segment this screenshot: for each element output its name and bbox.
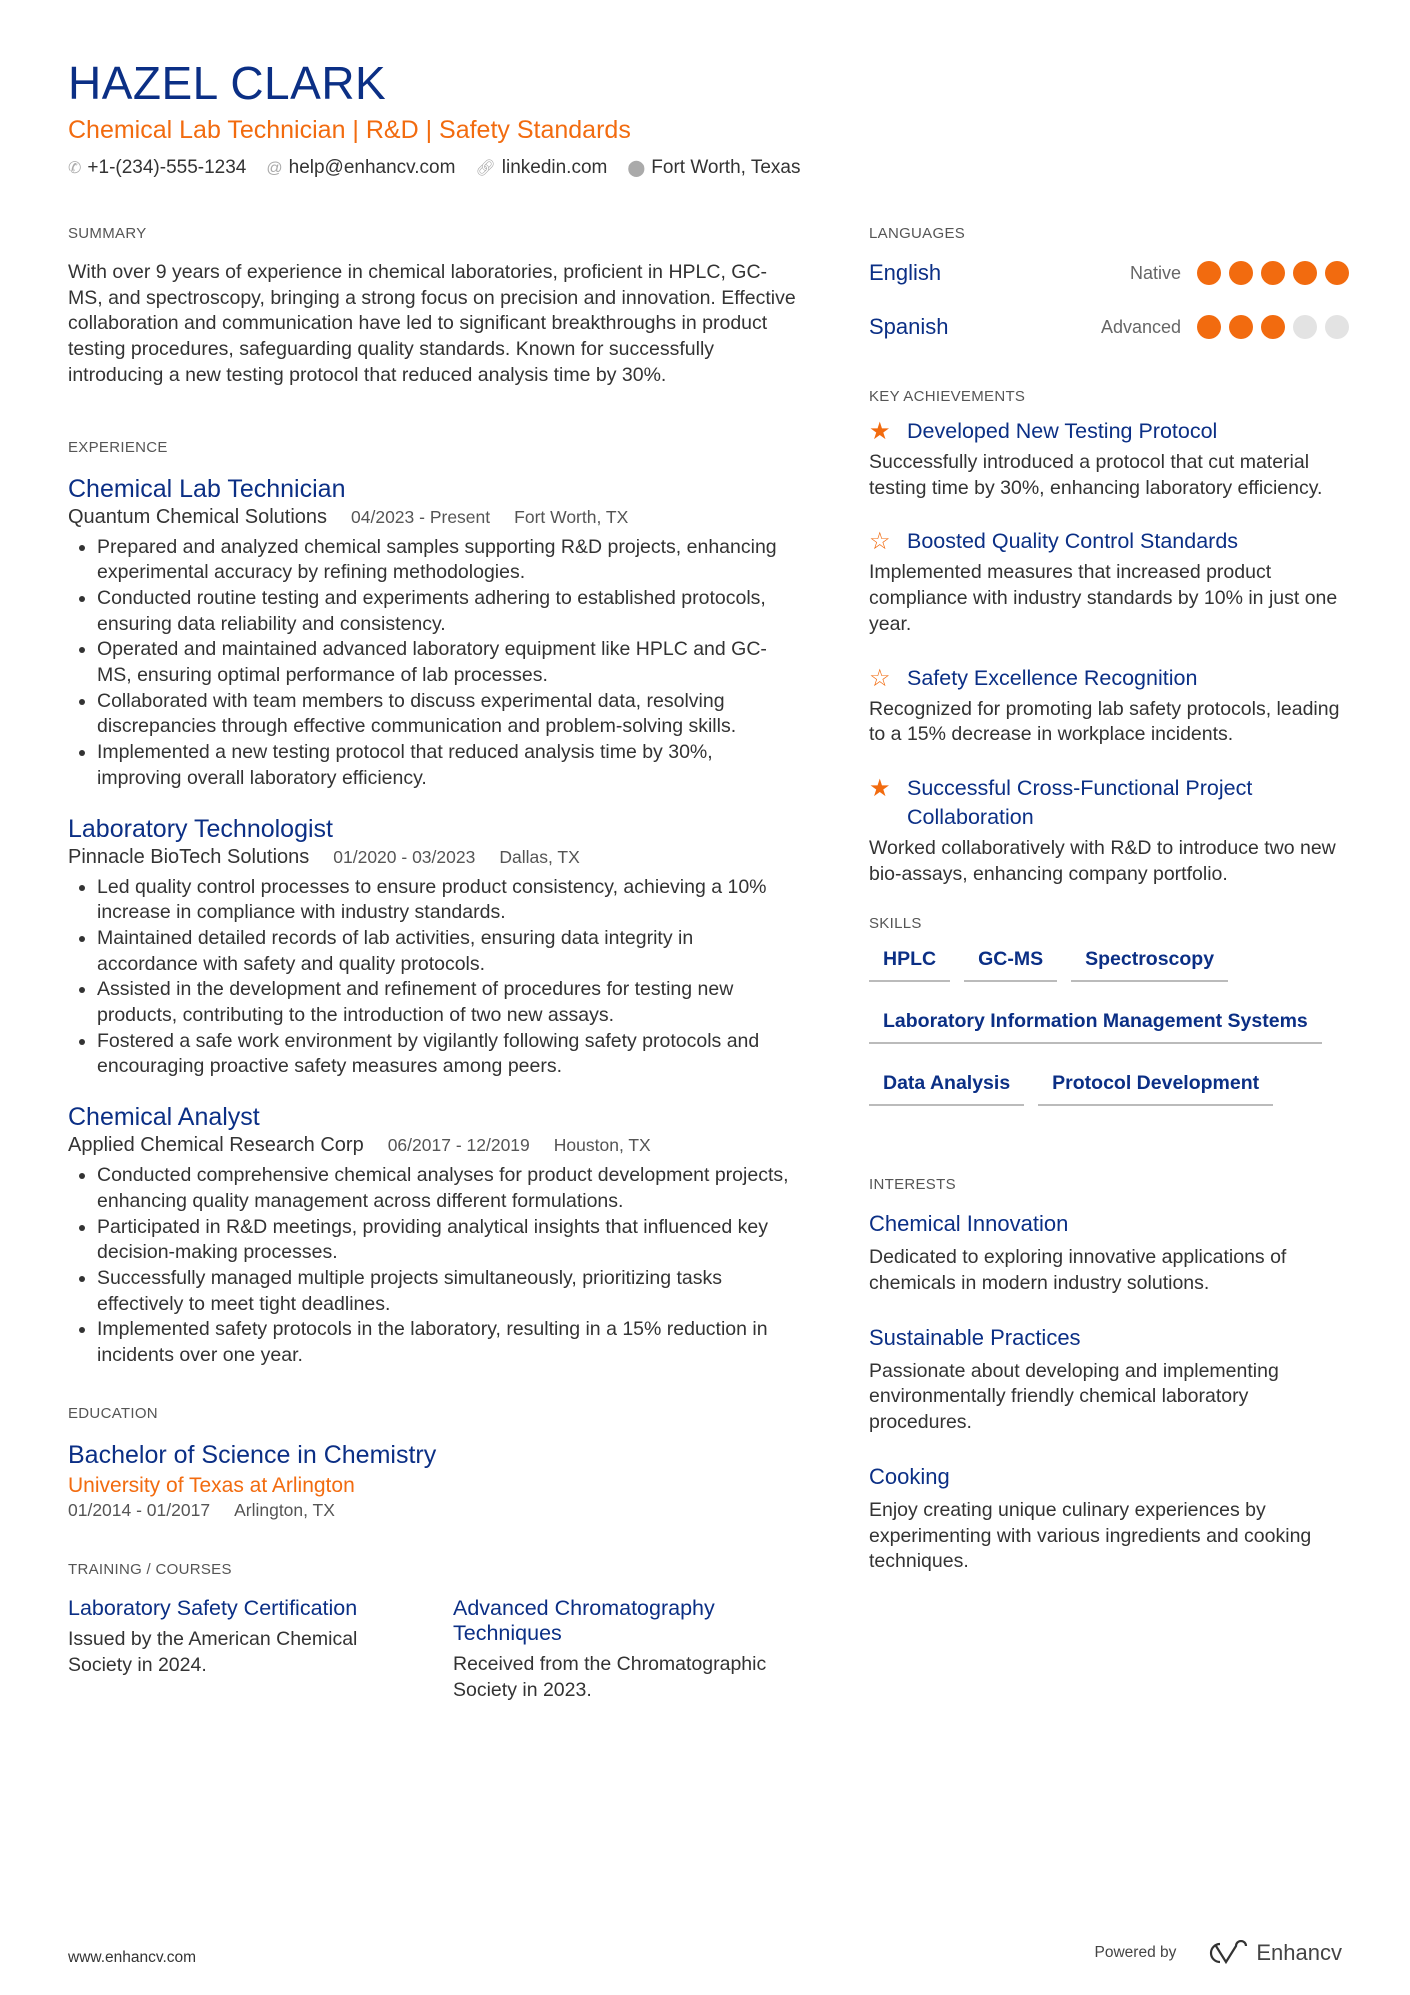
- job-bullet: • Prepared and analyzed chemical samples supporting R&D projects, enhancing experimental accuracy by refining methodologies.: [97, 535, 798, 586]
- contact-linkedin[interactable]: [475, 157, 607, 179]
- achievement-header: [869, 417, 1349, 446]
- skill-tag: GC-MS: [964, 936, 1057, 982]
- achievement-desc: Worked collaboratively with R&D to introduce two new bio-assays, enhancing company portfolio.: [869, 836, 1336, 885]
- language-name: English: [869, 260, 942, 285]
- email-text: help@enhancv.com: [288, 157, 456, 178]
- job-bullet: • Successfully managed multiple projects simultaneously, prioritizing tasks effectively to meet tight deadlines.: [97, 1266, 798, 1317]
- rating-dot-filled: [1229, 261, 1253, 285]
- job-dates: 06/2017 - 12/2019: [387, 1135, 530, 1156]
- education-location: Arlington, TX: [234, 1499, 335, 1520]
- right-column: [869, 225, 1349, 1603]
- skill-tag: HPLC: [869, 936, 950, 982]
- training-item: [453, 1596, 798, 1703]
- achievement-item: [869, 774, 1349, 887]
- job-location: Fort Worth, TX: [514, 506, 629, 527]
- rating-dot-empty: [1293, 315, 1317, 339]
- achievement-item: [869, 417, 1349, 501]
- footer-website[interactable]: www.enhancv.com: [68, 1949, 197, 1966]
- rating-dot-filled: [1229, 315, 1253, 339]
- achievement-title: Boosted Quality Control Standards: [907, 529, 1239, 554]
- rating-dot-filled: [1293, 261, 1317, 285]
- rating-dot-filled: [1325, 261, 1349, 285]
- skill-tag: Protocol Development: [1038, 1060, 1273, 1106]
- achievement-title: Safety Excellence Recognition: [907, 665, 1198, 690]
- interest-list: [869, 1211, 1349, 1575]
- language-item: [869, 246, 1349, 300]
- job-bullets: [97, 1163, 798, 1369]
- section-heading-experience: EXPERIENCE: [68, 438, 168, 456]
- job-bullet: • Maintained detailed records of lab activities, ensuring data integrity in accordance with safety and quality protocols.: [97, 926, 798, 977]
- section-heading-training: TRAINING / COURSES: [68, 1560, 232, 1578]
- job-role: Chemical Analyst: [68, 1103, 260, 1132]
- job-bullets: [97, 875, 798, 1081]
- location-icon: ⬤: [627, 160, 646, 177]
- contact-email[interactable]: [266, 157, 455, 179]
- star-outline-icon: ☆: [869, 528, 891, 556]
- training-desc: Issued by the American Chemical Society in 2024.: [68, 1627, 358, 1676]
- at-icon: @: [266, 160, 283, 177]
- job-meta: [68, 1134, 798, 1157]
- job-bullet: • Assisted in the development and refinement of procedures for testing new products, contributing to the introduction of two new assays.: [97, 977, 798, 1028]
- phone-icon: ✆: [68, 160, 82, 177]
- interest-item: [869, 1211, 1349, 1296]
- left-column: [68, 225, 798, 1703]
- footer-branding: [1095, 1940, 1342, 1966]
- job-bullet: • Conducted comprehensive chemical analyses for product development projects, enhancing quality management across different formulations.: [97, 1163, 798, 1214]
- rating-dot-filled: [1261, 315, 1285, 339]
- education-school: University of Texas at Arlington: [68, 1473, 355, 1497]
- language-level-text: Native: [1129, 262, 1181, 283]
- job-bullet: • Led quality control processes to ensure product consistency, achieving a 10% increase in compliance with industry standards.: [97, 875, 798, 926]
- job-entry: [68, 814, 798, 1081]
- section-heading-education: EDUCATION: [68, 1404, 158, 1422]
- achievement-item: [869, 527, 1349, 637]
- language-name: Spanish: [869, 314, 949, 339]
- skill-tag: Laboratory Information Management Systems: [869, 998, 1322, 1044]
- job-role: Chemical Lab Technician: [68, 474, 346, 503]
- resume-header: [68, 56, 801, 179]
- education-dates: 01/2014 - 01/2017: [68, 1499, 211, 1520]
- achievement-title: Developed New Testing Protocol: [907, 419, 1218, 443]
- achievement-desc: Recognized for promoting lab safety protocols, leading to a 15% decrease in workplace incidents.: [869, 697, 1340, 746]
- job-dates: 01/2020 - 03/2023: [333, 846, 476, 867]
- link-icon: 🔗︎: [475, 160, 496, 177]
- job-role: Laboratory Technologist: [68, 814, 333, 843]
- achievement-desc: Successfully introduced a protocol that cut material testing time by 30%, enhancing laboratory efficiency.: [869, 451, 1323, 499]
- interest-item: [869, 1325, 1349, 1436]
- interest-title: Cooking: [869, 1463, 950, 1489]
- interest-desc: Passionate about developing and implementing environmentally friendly chemical laboratory procedures.: [869, 1359, 1279, 1434]
- job-bullets: [97, 535, 798, 792]
- job-bullet: • Fostered a safe work environment by vigilantly following safety protocols and encouraging proactive safety measures among peers.: [97, 1029, 798, 1080]
- job-bullet: • Participated in R&D meetings, providing analytical insights that influenced key decision-making processes.: [97, 1215, 798, 1266]
- job-entry: [68, 1102, 798, 1369]
- interest-title: Chemical Innovation: [869, 1211, 1069, 1237]
- achievement-title: Successful Cross-Functional Project Collaboration: [907, 775, 1253, 829]
- candidate-title: Chemical Lab Technician | R&D | Safety Standards: [68, 116, 631, 144]
- language-list: [869, 246, 1349, 354]
- job-company: Applied Chemical Research Corp: [68, 1134, 364, 1157]
- section-heading-summary: SUMMARY: [68, 225, 147, 242]
- summary-text: With over 9 years of experience in chemical laboratories, proficient in HPLC, GC-MS, and spectroscopy, bringing a strong focus on precision and innovation. Effective collaboration and communication have led to significant breakthroughs in product testing procedures, safeguarding quality standards. Known for successfully introducing a new testing protocol that reduced analysis time by 30%.: [68, 261, 796, 386]
- linkedin-text: linkedin.com: [501, 157, 608, 178]
- contact-list: [68, 157, 801, 179]
- section-heading-interests: INTERESTS: [869, 1176, 956, 1194]
- brand-name: Enhancv: [1256, 1940, 1342, 1965]
- achievement-header: [869, 774, 1349, 832]
- education-degree: Bachelor of Science in Chemistry: [68, 1440, 437, 1469]
- star-outline-icon: ☆: [869, 664, 891, 692]
- job-dates: 04/2023 - Present: [351, 506, 491, 527]
- star-filled-icon: ★: [869, 418, 891, 445]
- location-text: Fort Worth, Texas: [651, 157, 801, 178]
- skill-list: [869, 936, 1349, 1122]
- skill-tag: Data Analysis: [869, 1060, 1024, 1106]
- rating-dot-filled: [1261, 261, 1285, 285]
- training-item: [68, 1596, 413, 1703]
- phone-text: +1-(234)-555-1234: [87, 157, 247, 178]
- rating-dot-empty: [1325, 315, 1349, 339]
- job-bullet: • Implemented a new testing protocol that reduced analysis time by 30%, improving overall laboratory efficiency.: [97, 740, 798, 791]
- powered-by-text: Powered by: [1094, 1944, 1177, 1961]
- language-level: [1101, 315, 1349, 339]
- job-location: Dallas, TX: [499, 846, 580, 867]
- section-heading-achievements: KEY ACHIEVEMENTS: [869, 388, 1026, 405]
- job-company: Pinnacle BioTech Solutions: [68, 845, 310, 868]
- interest-item: [869, 1464, 1349, 1575]
- skill-tag: Spectroscopy: [1071, 936, 1228, 982]
- job-meta: [68, 846, 798, 869]
- experience-list: [68, 474, 798, 1369]
- job-bullet: • Collaborated with team members to discuss experimental data, resolving discrepancies through effective communication and problem-solving skills.: [97, 689, 798, 740]
- section-heading-skills: SKILLS: [869, 915, 922, 933]
- training-list: [68, 1596, 798, 1703]
- interest-desc: Dedicated to exploring innovative applications of chemicals in modern industry solutions.: [869, 1246, 1287, 1295]
- job-bullet: • Conducted routine testing and experiments adhering to established protocols, ensuring data reliability and consistency.: [97, 586, 798, 637]
- rating-dot-filled: [1197, 315, 1221, 339]
- interest-desc: Enjoy creating unique culinary experiences by experimenting with various ingredients and cooking techniques.: [869, 1498, 1312, 1573]
- training-desc: Received from the Chromatographic Society in 2023.: [453, 1652, 767, 1701]
- language-item: [869, 300, 1349, 354]
- job-entry: [68, 474, 798, 792]
- achievement-list: [869, 417, 1349, 887]
- job-meta: [68, 506, 798, 529]
- star-filled-icon: ★: [869, 774, 891, 802]
- contact-location: [627, 157, 800, 179]
- job-bullet: • Implemented safety protocols in the laboratory, resulting in a 15% reduction in incidents over one year.: [97, 1317, 798, 1368]
- job-company: Quantum Chemical Solutions: [68, 505, 328, 528]
- candidate-name: HAZEL CLARK: [68, 57, 387, 109]
- achievement-header: [869, 527, 1349, 556]
- language-level: [1130, 261, 1349, 285]
- enhancv-logo-icon: [1202, 1940, 1248, 1966]
- section-heading-languages: LANGUAGES: [869, 225, 966, 242]
- training-title: Laboratory Safety Certification: [68, 1595, 358, 1620]
- job-location: Houston, TX: [553, 1135, 651, 1156]
- achievement-header: [869, 664, 1349, 693]
- interest-title: Sustainable Practices: [869, 1324, 1081, 1350]
- contact-phone[interactable]: [68, 157, 246, 179]
- training-title: Advanced Chromatography Techniques: [453, 1595, 715, 1645]
- job-bullet: • Operated and maintained advanced laboratory equipment like HPLC and GC-MS, ensuring optimal performance of lab processes.: [97, 637, 798, 688]
- language-level-text: Advanced: [1100, 316, 1181, 337]
- rating-dot-filled: [1197, 261, 1221, 285]
- achievement-desc: Implemented measures that increased product compliance with industry standards by 10% in just one year.: [869, 561, 1338, 635]
- achievement-item: [869, 664, 1349, 748]
